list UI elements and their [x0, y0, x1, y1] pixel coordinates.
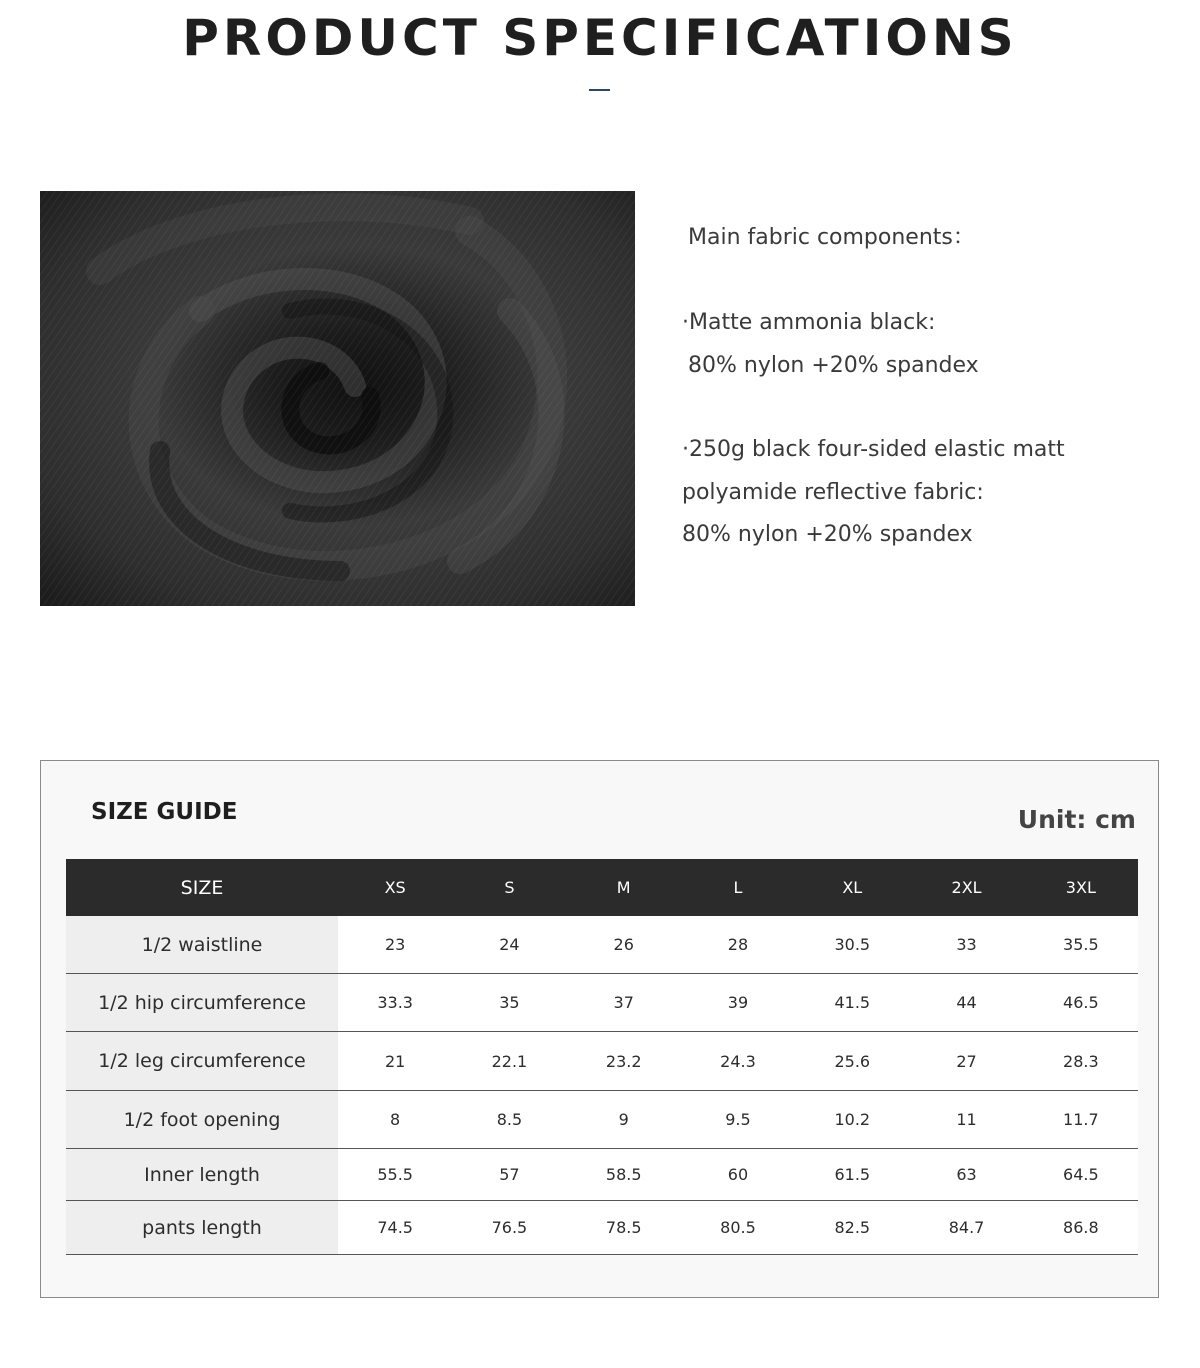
title-divider — [589, 89, 610, 91]
table-cell: 28 — [727, 935, 749, 954]
table-cell: 24 — [499, 935, 520, 954]
table-cell: 74.5 — [377, 1218, 413, 1237]
table-header-cell: L — [733, 878, 743, 897]
table-cell: 61.5 — [834, 1165, 871, 1184]
table-cell: 23 — [384, 935, 406, 954]
table-cell: 24.3 — [720, 1051, 756, 1071]
row-label: 1/2 waistline — [66, 916, 338, 973]
table-header-cell: SIZE — [180, 876, 224, 899]
table-cell: 35 — [499, 993, 520, 1012]
table-cell: 21 — [384, 1051, 406, 1071]
table-row — [66, 916, 1138, 974]
fabric-item-2-value: 80% nylon +20% spandex — [682, 522, 973, 547]
table-cell: 8 — [390, 1110, 401, 1129]
table-cell: 37 — [613, 993, 634, 1012]
size-guide-panel — [40, 760, 1159, 1298]
table-header-row — [66, 859, 1138, 916]
table-cell: 23.2 — [605, 1051, 642, 1071]
table-row — [66, 974, 1138, 1032]
row-label: Inner length — [66, 1149, 338, 1200]
fabric-item-2-name-cont: polyamide reflective fabric: — [682, 480, 984, 505]
table-cell: 41.5 — [834, 993, 871, 1012]
row-label: pants length — [66, 1201, 338, 1254]
table-cell: 55.5 — [377, 1165, 413, 1184]
row-label: 1/2 leg circumference — [66, 1032, 338, 1090]
table-cell: 11 — [956, 1110, 977, 1129]
table-cell: 9 — [618, 1110, 629, 1129]
unit-label: Unit: cm — [1017, 805, 1136, 834]
table-cell: 30.5 — [834, 935, 871, 954]
fabric-item-1-value: 80% nylon +20% spandex — [688, 353, 979, 378]
table-cell: 33 — [956, 935, 977, 954]
size-guide-title: SIZE GUIDE — [91, 799, 238, 825]
table-cell: 80.5 — [720, 1218, 756, 1237]
table-cell: 33.3 — [377, 993, 413, 1012]
table-cell: 76.5 — [491, 1218, 528, 1237]
fabric-swatch-image — [40, 191, 635, 606]
table-header-cell: XS — [384, 878, 406, 897]
table-header-cell: XL — [842, 878, 863, 897]
table-cell: 78.5 — [605, 1218, 642, 1237]
row-label: 1/2 hip circumference — [66, 974, 338, 1031]
fabric-item-2-name: ·250g black four-sided elastic matt — [682, 437, 1065, 462]
table-cell: 46.5 — [1063, 993, 1099, 1012]
table-row — [66, 1201, 1138, 1255]
page-title: PRODUCT SPECIFICATIONS — [182, 9, 1018, 67]
table-cell: 27 — [956, 1051, 977, 1071]
table-cell: 82.5 — [834, 1218, 871, 1237]
table-row — [66, 1032, 1138, 1091]
fabric-item-1-name: ·Matte ammonia black: — [682, 310, 936, 335]
table-cell: 58.5 — [605, 1165, 642, 1184]
table-cell: 63 — [956, 1165, 977, 1184]
table-cell: 35.5 — [1063, 935, 1099, 954]
table-cell: 44 — [956, 993, 977, 1012]
table-cell: 60 — [727, 1165, 749, 1184]
table-cell: 64.5 — [1063, 1165, 1099, 1184]
table-cell: 26 — [613, 935, 634, 954]
table-cell: 9.5 — [725, 1110, 751, 1129]
table-cell: 39 — [727, 993, 749, 1012]
table-cell: 22.1 — [491, 1051, 528, 1071]
table-row — [66, 1149, 1138, 1201]
table-cell: 28.3 — [1063, 1051, 1099, 1071]
table-cell: 25.6 — [834, 1051, 871, 1071]
table-cell: 10.2 — [834, 1110, 871, 1129]
size-table — [66, 859, 1138, 1255]
table-header-cell: S — [504, 878, 515, 897]
table-cell: 11.7 — [1063, 1110, 1099, 1129]
table-cell: 8.5 — [496, 1110, 523, 1129]
table-cell: 57 — [499, 1165, 520, 1184]
row-label: 1/2 foot opening — [66, 1091, 338, 1148]
table-row — [66, 1091, 1138, 1149]
fabric-swirl-graphic — [40, 191, 635, 606]
table-header-cell: M — [616, 878, 631, 897]
table-header-cell: 3XL — [1065, 878, 1096, 897]
table-header-cell: 2XL — [951, 878, 982, 897]
fabric-heading: Main fabric components： — [688, 225, 975, 250]
table-cell: 86.8 — [1063, 1218, 1099, 1237]
table-cell: 84.7 — [948, 1218, 985, 1237]
